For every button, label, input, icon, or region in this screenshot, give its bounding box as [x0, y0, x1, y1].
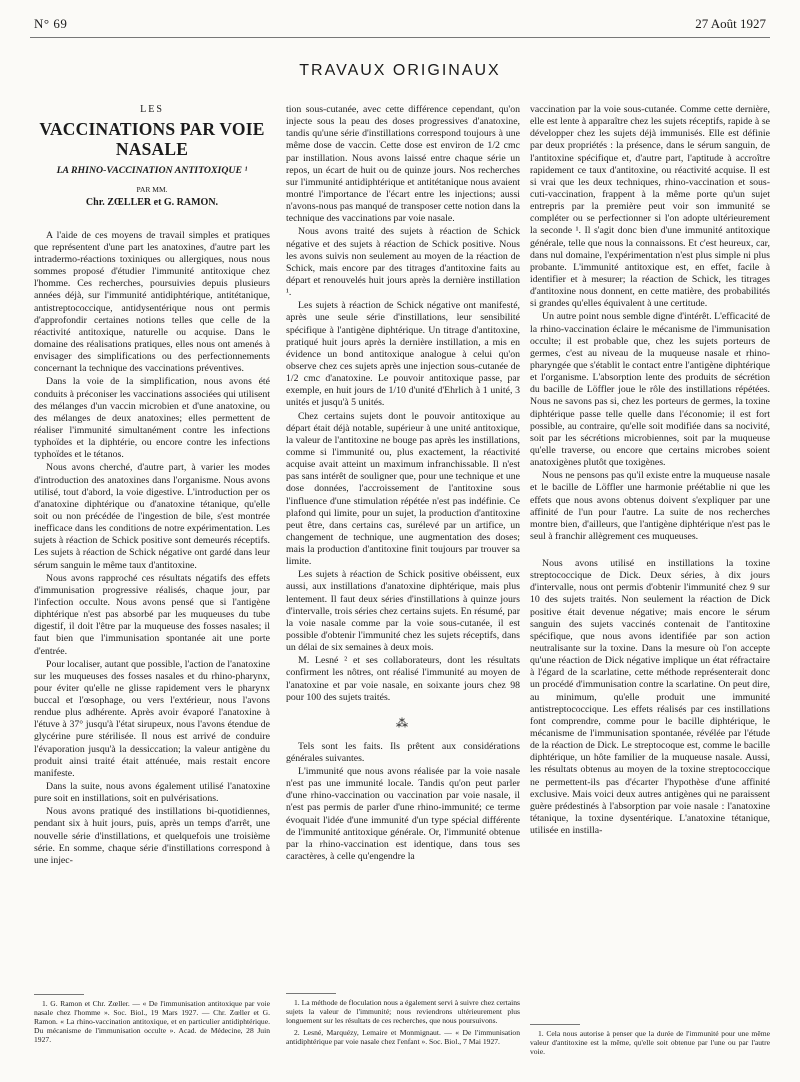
paragraph: M. Lesné ² et ses collaborateurs, dont les résultats confirment les nôtres, ont réalisé l'immunité au moyen de l'anatoxine et par voie nasale, en soixante jours chez 98 pour 100 des sujets traités.: [286, 655, 520, 703]
article-pretitle: LES: [140, 104, 164, 115]
footnote-rule: [34, 994, 84, 995]
footnote: 1. G. Ramon et Chr. Zœller. — « De l'immunisation antitoxique par voie nasale chez l'homme ». Soc. Biol., 19 Mars 1927. — Chr. Zœller et G. Ramon. « La rhino-vaccination antitoxique, et en particulier antidiphtérique. Du mécanisme de l'immunisation occulte ». Acad. de Médecine, 28 Juin 1927.: [34, 999, 270, 1045]
paragraph: L'immunité que nous avons réalisée par la voie nasale n'est pas une immunité locale. Tandis qu'on peut parler d'une rhino-vaccination ou vaccination par voie nasale, il n'est pas permis de parler d'une rhino-immunité; ce terme évoquait l'idée d'une immunité d'un type spécial différente de l'immunité antitoxique générale. Or, l'immunité obtenue par la rhino-vaccination est identique, dans tous ses caractères, à celle qu'engendre la: [286, 766, 520, 863]
footnote: 1. La méthode de floculation nous a également servi à suivre chez certains sujets la valeur de l'immunité; nous reviendrons ultérieurement plus longuement sur les résultats de ces recherches, que nous poursuivons.: [286, 998, 520, 1026]
paragraph: Dans la voie de la simplification, nous avons été conduits à préconiser les vaccinations associées qui utilisent des mélanges d'un vaccin microbien et d'une anatoxine, ou des mélanges de deux anatoxines; elles permettent de réaliser l'immunité simultanément contre les infections typhoïdes et la diphtérie, ou encore contre les infections typhoïdes et le tétanos.: [34, 376, 270, 461]
footnote: 2. Lesné, Marquézy, Lemaire et Monmignaut. — « De l'immunisation antidiphtérique par voie nasale chez l'enfant ». Soc. Biol., 7 Mai 1927.: [286, 1028, 520, 1047]
paragraph: Nous avons rapproché ces résultats négatifs des effets d'immunisation progressive réalisés, chaque jour, par l'infection occulte. Nous avons pensé que si l'antigène diphtérique n'est pas absorbé par les muqueuses du tube digestif, il doit l'être par la muqueuse des fosses nasales; il faut bien que l'immunisation spontanée ait une porte d'entrée.: [34, 572, 270, 657]
column-3: [530, 104, 770, 838]
footnotes-col1: [34, 999, 270, 1048]
header-rule: [30, 37, 770, 38]
asterism-divider: ⁂: [396, 715, 410, 730]
footnote: 1. Cela nous autorise à penser que la durée de l'immunité pour une même valeur d'antitoxine est la même, qu'elle soit obtenue par l'une ou par l'autre voie.: [530, 1029, 770, 1057]
paragraph: Les sujets à réaction de Schick négative ont manifesté, après une seule série d'instillations, leur sensibilité spécifique à l'antigène diphtérique. Un titrage d'antitoxine, pratiqué huit jours après la dernière instillation, a mis en évidence un bond antitoxique analogue à celui qu'on observe chez ces sujets après une injection sous-cutanée de 1/2 cmc d'anatoxine. Le pouvoir antitoxique passe, par exemple, en huit jours de 1/10 d'unité d'Ehrlich à 1 unité, 3 unités et jusqu'à 5 unités.: [286, 300, 520, 409]
footnote-rule: [286, 993, 336, 994]
paragraph: Un autre point nous semble digne d'intérêt. L'efficacité de la rhino-vaccination éclaire le mécanisme de l'immunisation occulte; il est probable que, chez les sujets porteurs de germes, c'est au niveau de la muqueuse nasale et rhino-pharyngée que s'établit le contact entre l'antigène diphtérique et l'organisme. L'absorption lente des produits de sécrétion du bacille de Löffler joue le rôle des instillations répétées. Nous ne savons pas si, chez les porteurs de germes, la toxine diphtérique passe telle quelle dans l'économie; il est fort possible, au contraire, qu'elle soit modifiée dans sa nocivité, soit par les sécrétions microbiennes, soit par la muqueuse qu'elle traverse, ou encore que certains microbes soient anatoxigènes plutôt que toxigènes.: [530, 311, 770, 469]
paragraph: Nous avons cherché, d'autre part, à varier les modes d'introduction des anatoxines dans l'organisme. Nous avons utilisé, tout d'abord, la voie digestive. L'introduction per os d'anatoxine diphtérique ou d'anatoxine tétanique, qu'elle soit ou non précédée de l'ingestion de bile, s'est montrée inefficace dans les conditions de notre expérimentation. Les sujets à réaction de Schick positive sont demeurés réceptifs. Les sujets à réaction de Schick négative ont gardé dans leur sérum sanguin le même taux d'antitoxine.: [34, 462, 270, 571]
paragraph: Les sujets à réaction de Schick positive obéissent, eux aussi, aux instillations d'anatoxine diphtérique, mais plus lentement. Il faut deux séries d'instillations à quinze jours d'intervalle, trois séries chez certains sujets. En résumé, par la voie nasale comme par la voie sous-cutanée, il est possible d'obtenir l'immunité chez les sujets réceptifs, dans un délai de six semaines à deux mois.: [286, 569, 520, 654]
paragraph: Nous ne pensons pas qu'il existe entre la muqueuse nasale et le bacille de Löffler une harmonie préétablie ni que les effets que nous avons obtenus doivent s'expliquer par une affinité de l'un pour l'autre. La suite de nos recherches montre bien, d'ailleurs, que l'antigène diphtérique n'est pas le seul à franchir allègrement ces muqueuses.: [530, 470, 770, 542]
column-1: [34, 104, 270, 868]
footnote-rule: [530, 1024, 580, 1025]
paragraph: Pour localiser, autant que possible, l'action de l'anatoxine sur les muqueuses des fosses nasales et du rhino-pharynx, pour éviter qu'elle ne glisse rapidement vers le pharynx buccal et l'œsophage, ou vers l'extérieur, nous l'avons rendue plus adhérente. Après avoir évaporé l'anatoxine à l'étuve à 37° jusqu'à l'état sirupeux, nous l'avons étendue de glycérine pure stérilisée. Il nous est arrivé de conduire l'évaporation jusqu'à la dessiccation; la valeur antigène du produit ainsi traité était atténuée, mais restait encore manifeste.: [34, 658, 270, 779]
paragraph: A l'aide de ces moyens de travail simples et pratiques que représentent d'une part les anatoxines, d'autre part les intradermo-réactions toxiniques ou allergiques, nous nous sommes proposé d'étudier l'immunité antitoxique chez l'homme. Ces recherches, poursuivies depuis plusieurs années déjà, sur l'immunité antidiphtérique, antitétanique, antistreptococcique, antidysentérique nous ont permis d'approfondir certaines notions telles que celle de la réactivité antitoxique, naturelle ou acquise. Dans le domaine des réalisations pratiques, elles nous ont amenés à envisager des simplifications ou des perfectionnements concernant la technique des vaccinations préventives.: [34, 229, 270, 375]
paragraph: Nous avons traité des sujets à réaction de Schick négative et des sujets à réaction de Schick positive. Nous les avons suivis non seulement au moyen de la réaction de Schick, mais encore par des titrages d'antitoxine faits au départ et renouvelés huit jours après la dernière instillation ¹.: [286, 226, 520, 299]
paragraph: Nous avons pratiqué des instillations bi-quotidiennes, pendant six à huit jours, puis, après un temps d'arrêt, une nouvelle série d'instillations, et quelquefois une troisième série. En somme, chaque série d'instillations correspond à une injec-: [34, 806, 270, 866]
article-authors: Chr. ZŒLLER et G. RAMON.: [85, 197, 219, 209]
paragraph: tion sous-cutanée, avec cette différence cependant, qu'on injecte sous la peau des doses progressives d'anatoxine, tandis qu'une série d'instillations correspond toujours à une même dose de vaccin. Cette dose est environ de 1/2 cmc par instillation. Nous avons laissé entre chaque série un repos, un écart de huit ou de quinze jours. Nos recherches sur l'immunité antidiphtérique et antitétanique nous avaient montré l'importance de l'écart entre les injections; aussi n'avons-nous pas manqué de transposer cette notion dans la technique des vaccinations par voie nasale.: [286, 104, 520, 225]
section-gap: [530, 544, 770, 558]
column-2: [286, 104, 520, 864]
issue-number: N° 69: [34, 16, 68, 31]
paragraph: vaccination par la voie sous-cutanée. Comme cette dernière, elle est lente à apparaître chez les sujets réceptifs, rapide à se développer chez les sujets déjà immunisés. Elle est définie par deux propriétés : la présence, dans le sérum sanguin, de l'antitoxine spécifique et, d'autre part, l'aptitude à accroître rapidement ce taux d'antitoxine, ou réactivité acquise. Il est si vrai que les deux techniques, rhino-vaccination et sous-cuti-vaccination, frappent à la même porte qu'un sujet entrepris par la première peut voir son immunité se compléter ou se perfectionner si l'on adopte ultérieurement la seconde ¹. Il s'agit donc bien d'une immunité antitoxique générale, telle que nous la connaissons. Et c'est heureux, car, dans nul domaine, l'expérimentation n'est plus simple ni plus probante. L'immunité antitoxique est, en effet, facile à identifier et à mesurer; la réaction de Schick, les titrages d'antitoxine nous donnent, en cette matière, des probabilités si grandes qu'elles équivalent à une certitude.: [530, 104, 770, 310]
article-par: PAR MM.: [136, 185, 168, 195]
paragraph: Nous avons utilisé en instillations la toxine streptococcique de Dick. Deux séries, à dix jours d'intervalle, nous ont permis d'obtenir l'immunité chez 9 sur 10 des sujets traités. Non seulement la réaction de Dick positive était devenue négative; mais encore le sérum sanguin des sujets vaccinés contenait de l'antitoxine spécifique, que nous avons identifiée par son action neutralisante sur la toxine. Dans la mesure où l'on accepte qu'une réaction de Dick négative implique un état réfractaire à l'égard de la scarlatine, cette méthode représenterait donc un procédé d'immunisation contre la scarlatine. On peut dire, au minimum, qu'elle produit une immunité antistreptococcique. Les effets réalisés par ces instillations font comprendre, comme pour le bacille diphtérique, le mécanisme de l'immunisation spontanée, révélée par l'étude de la réaction de Dick. Le streptocoque est, comme le bacille diphtérique, un hôte familier de la muqueuse nasale. Aussi, les résultats obtenus au moyen de la toxine streptococcique ne permettent-ils pas d'écarter l'hypothèse d'une affinité exclusive. Mais voici deux autres antigènes qui ne paraissent guère prédestinés à l'absorption par voie nasale : l'anatoxine tétanique, la toxine dysentérique. L'anatoxine tétanique, utilisée en instilla-: [530, 558, 770, 837]
footnotes-col3: [530, 1029, 770, 1059]
paragraph: Tels sont les faits. Ils prêtent aux considérations générales suivantes.: [286, 740, 520, 764]
footnotes-col2: [286, 998, 520, 1050]
paragraph: Chez certains sujets dont le pouvoir antitoxique au départ était déjà notable, supérieur à une unité antitoxique, la valeur de l'antitoxine ne bouge pas après les instillations, comme si l'immunité ou, plus exactement, la réactivité acquise avait atteint un maximum infranchissable. Il n'est pas sans intérêt de souligner que, pour une technique et une dose données, l'accroissement de l'antitoxine sous l'influence d'une stimulation répétée n'est pas indéfinie. Ce plafond qui limite, pour un sujet, la production d'antitoxine peut être, dans certains cas, surélevé par un artifice, un changement de technique, une augmentation des doses; mais la production d'antitoxine finit toujours par trouver sa limite.: [286, 410, 520, 568]
article-subtitle: LA RHINO-VACCINATION ANTITOXIQUE ¹: [56, 164, 248, 176]
paragraph: Dans la suite, nous avons également utilisé l'anatoxine pure soit en instillations, soit en pulvérisations.: [34, 781, 270, 805]
section-title: TRAVAUX ORIGINAUX: [299, 62, 501, 79]
article-title: VACCINATIONS PAR VOIE NASALE: [39, 119, 265, 159]
issue-date: 27 Août 1927: [695, 16, 766, 31]
